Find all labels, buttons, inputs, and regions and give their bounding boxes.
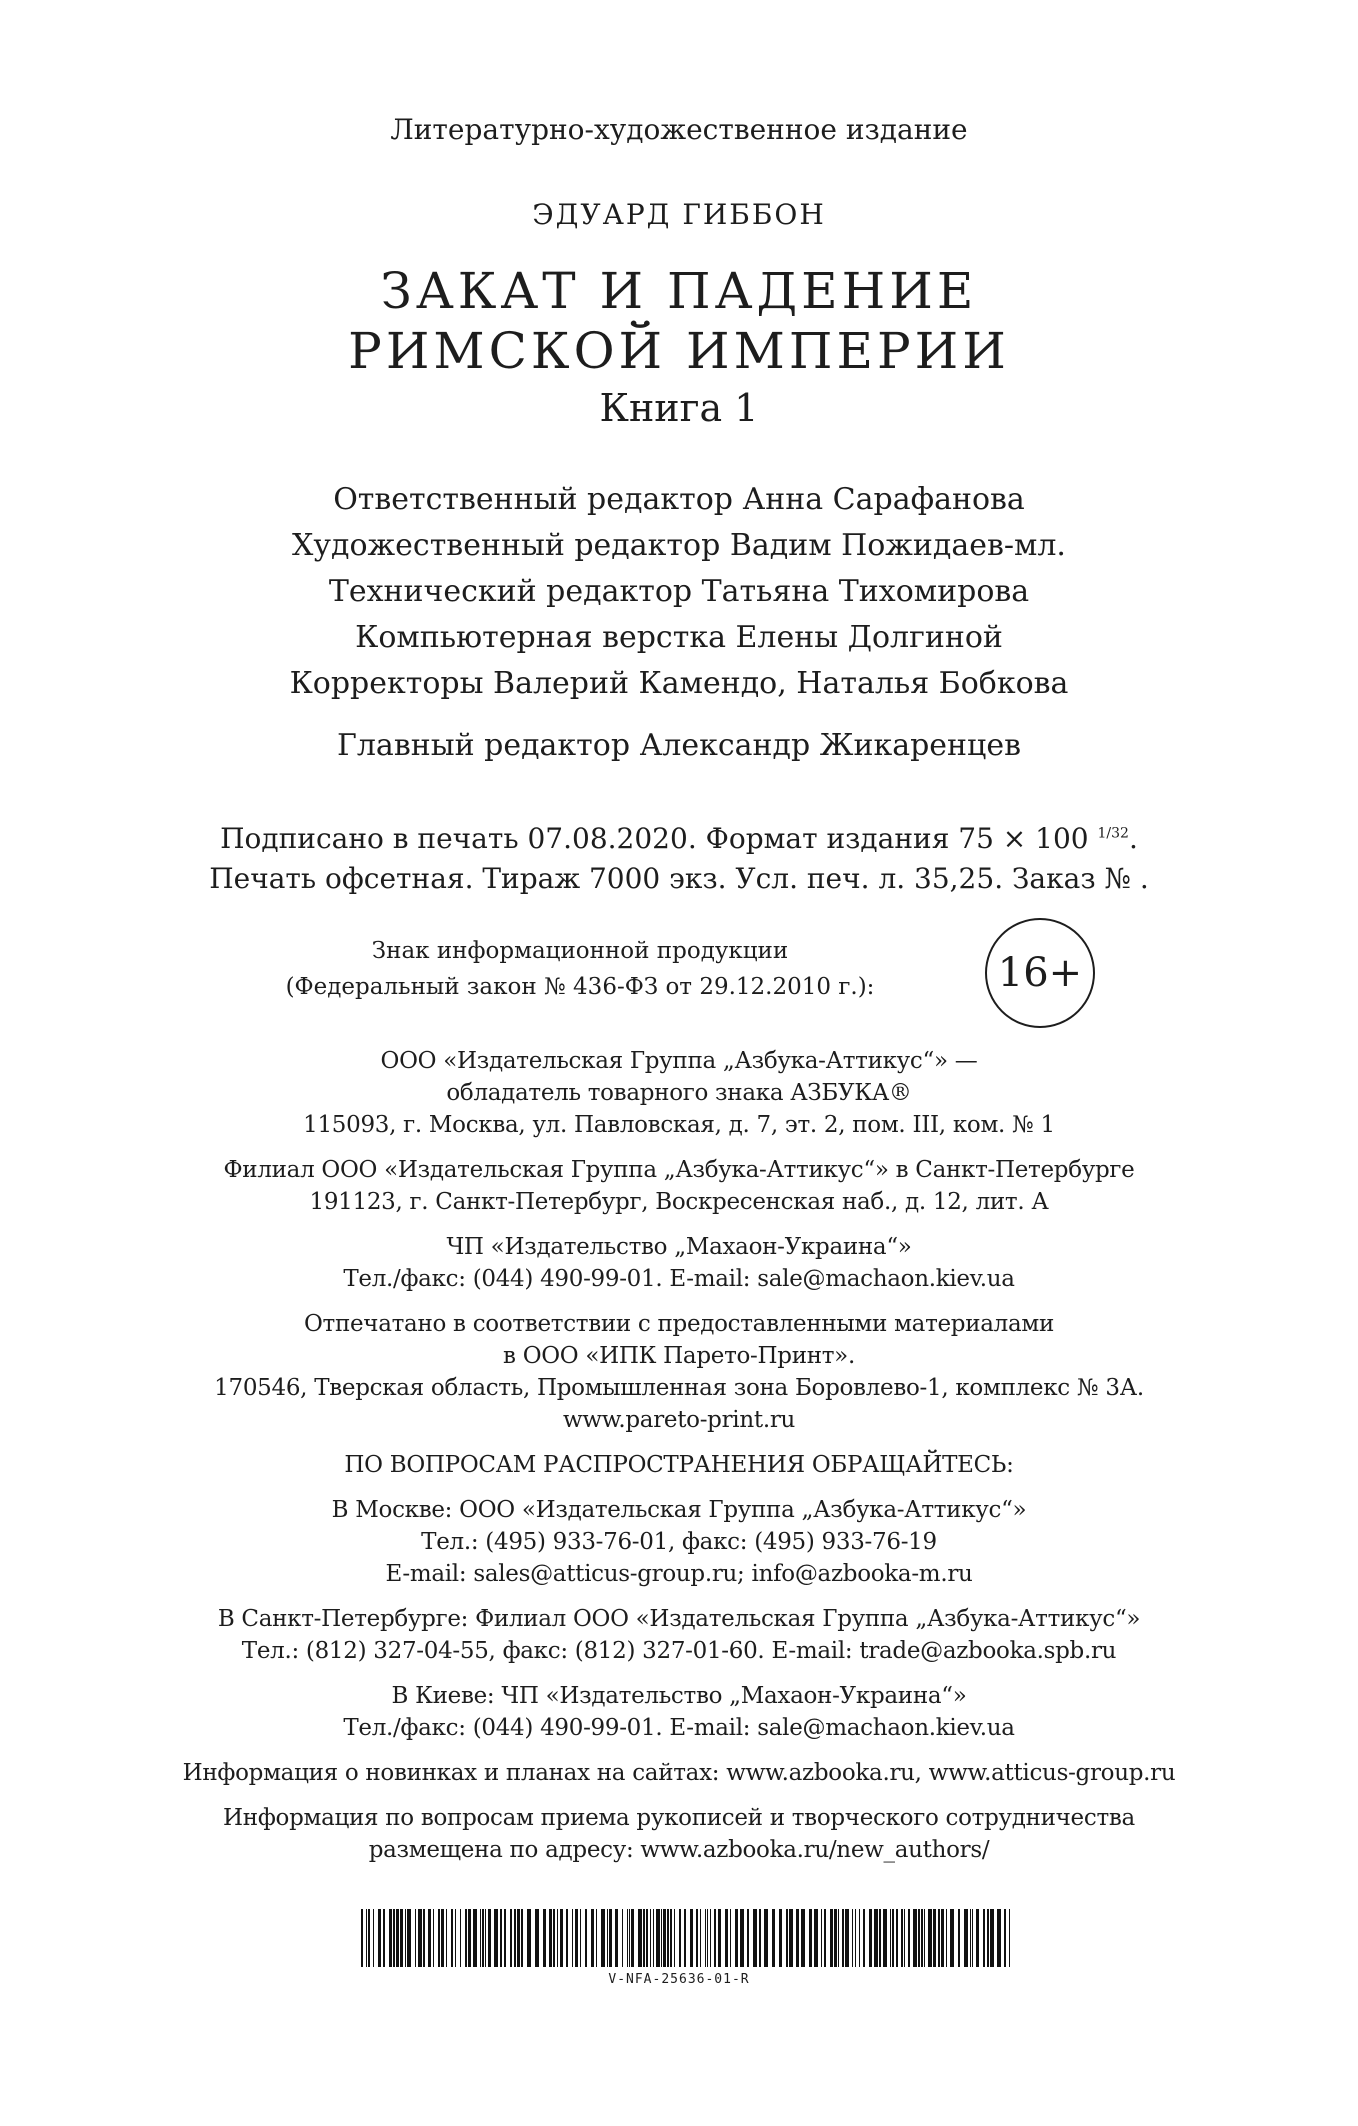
barcode-bar: [451, 1909, 453, 1967]
barcode-bar: [679, 1909, 681, 1967]
barcode-bar: [890, 1909, 891, 1967]
barcode-bar: [629, 1909, 630, 1967]
barcode-bar: [575, 1909, 578, 1967]
barcode-bar: [585, 1909, 587, 1967]
barcode-bar: [428, 1909, 431, 1967]
info-line: Информация по вопросам приема рукописей и творческого сотрудничества: [223, 1805, 1135, 1831]
barcode-bar: [896, 1909, 898, 1967]
barcode-bar: [924, 1909, 925, 1967]
barcode-bar: [1009, 1909, 1010, 1967]
barcode-bar: [834, 1909, 837, 1967]
barcode-bar: [615, 1909, 618, 1967]
barcode-bar: [572, 1909, 573, 1967]
barcode-image: [361, 1909, 1013, 1967]
staff-proofreaders: Корректоры Валерий Камендо, Наталья Бобкова: [289, 666, 1069, 701]
barcode-bar: [504, 1909, 506, 1967]
barcode-bar: [718, 1909, 721, 1967]
barcode-bar: [407, 1909, 411, 1967]
barcode-bar: [976, 1909, 979, 1967]
barcode-bar: [535, 1909, 539, 1967]
barcode-bar: [814, 1909, 818, 1967]
barcode-bar: [796, 1909, 799, 1967]
distribution-line: E-mail: sales@atticus-group.ru; info@azbooka-m.ru: [385, 1561, 973, 1587]
barcode-bar: [938, 1909, 940, 1967]
barcode-bar: [809, 1909, 812, 1967]
barcode-bar: [970, 1909, 971, 1967]
barcode-bar: [517, 1909, 520, 1967]
barcode-bar: [990, 1909, 994, 1967]
barcode-bar: [753, 1909, 757, 1967]
barcode-bar: [684, 1909, 686, 1967]
barcode-bar: [892, 1909, 894, 1967]
imprint-signed-text: Подписано в печать 07.08.2020. Формат издания 75 × 100: [220, 822, 1089, 855]
barcode-bar: [580, 1909, 581, 1967]
publisher-line: 191123, г. Санкт-Петербург, Воскресенская наб., д. 12, лит. А: [309, 1189, 1049, 1215]
barcode-bar: [596, 1909, 597, 1967]
publisher-line: Тел./факс: (044) 490-99-01. E-mail: sale@machaon.kiev.ua: [343, 1266, 1015, 1292]
distribution-line: Тел./факс: (044) 490-99-01. E-mail: sale@machaon.kiev.ua: [343, 1715, 1015, 1741]
barcode-bar: [821, 1909, 822, 1967]
info-line: размещена по адресу: www.azbooka.ru/new_authors/: [368, 1837, 990, 1863]
publisher-line: ООО «Издательская Группа „Азбука-Аттикус“» —: [380, 1048, 978, 1074]
barcode-bar: [373, 1909, 374, 1967]
staff-tech-editor: Технический редактор Татьяна Тихомирова: [328, 574, 1030, 609]
barcode-bar: [772, 1909, 775, 1967]
barcode-bar: [710, 1909, 711, 1967]
barcode-bar: [941, 1909, 944, 1967]
barcode-bar: [609, 1909, 612, 1967]
barcode-bar: [366, 1909, 367, 1967]
barcode-bar: [747, 1909, 749, 1967]
edition-type: Литературно-художественное издание: [390, 113, 968, 146]
barcode-bar: [663, 1909, 666, 1967]
age-rating-badge: 16+: [985, 918, 1095, 1028]
barcode-bar: [653, 1909, 654, 1967]
barcode-bar: [601, 1909, 605, 1967]
barcode-bar: [423, 1909, 425, 1967]
distribution-line: Тел.: (812) 327-04-55, факс: (812) 327-01-60. E-mail: trade@azbooka.spb.ru: [241, 1638, 1117, 1664]
barcode-bar: [455, 1909, 456, 1967]
barcode-bar: [983, 1909, 985, 1967]
printer-line: Отпечатано в соответствии с предоставленными материалами: [303, 1311, 1055, 1337]
printer-line: в ООО «ИПК Парето-Принт».: [503, 1343, 855, 1369]
barcode-bar: [488, 1909, 491, 1967]
staff-layout: Компьютерная верстка Елены Долгиной: [355, 620, 1003, 655]
barcode-bar: [852, 1909, 853, 1967]
barcode-bar: [690, 1909, 693, 1967]
barcode-bar: [661, 1909, 662, 1967]
distribution-heading: ПО ВОПРОСАМ РАСПРОСТРАНЕНИЯ ОБРАЩАЙТЕСЬ:: [344, 1452, 1014, 1478]
barcode-bar: [361, 1909, 363, 1967]
barcode-bar: [460, 1909, 461, 1967]
book-title-line2: РИМСКОЙ ИМПЕРИИ: [348, 322, 1010, 380]
barcode-bar: [740, 1909, 744, 1967]
barcode-bar: [950, 1909, 954, 1967]
imprint-signed: [0, 822, 1358, 855]
barcode-bar: [482, 1909, 484, 1967]
barcode-bar: [510, 1909, 512, 1967]
barcode-bar: [700, 1909, 701, 1967]
barcode-bar: [786, 1909, 788, 1967]
barcode-bar: [557, 1909, 558, 1967]
barcode-bar: [438, 1909, 440, 1967]
barcode-bar: [933, 1909, 936, 1967]
barcode-bar: [622, 1909, 623, 1967]
barcode-bar: [396, 1909, 399, 1967]
printer-line: www.pareto-print.ru: [562, 1407, 796, 1433]
barcode-bar: [707, 1909, 708, 1967]
barcode-bar: [958, 1909, 960, 1967]
barcode-bar: [904, 1909, 905, 1967]
barcode-bar: [928, 1909, 932, 1967]
barcode-bar: [521, 1909, 523, 1967]
imprint-print-details: Печать офсетная. Тираж 7000 экз. Усл. печ. л. 35,25. Заказ № .: [209, 862, 1149, 895]
barcode-bar: [946, 1909, 947, 1967]
barcode-bar: [842, 1909, 844, 1967]
barcode-bar: [674, 1909, 675, 1967]
chief-editor: Главный редактор Александр Жикаренцев: [337, 728, 1021, 763]
barcode-bar: [494, 1909, 498, 1967]
distribution-line: В Москве: ООО «Издательская Группа „Азбука-Аттикус“»: [331, 1497, 1027, 1523]
barcode-bar: [779, 1909, 782, 1967]
barcode-bar: [1004, 1909, 1006, 1967]
barcode-bar: [549, 1909, 552, 1967]
barcode-bar: [650, 1909, 651, 1967]
barcode-bar: [607, 1909, 608, 1967]
barcode-bar: [879, 1909, 881, 1967]
barcode-bar: [566, 1909, 568, 1967]
barcode-bar: [863, 1909, 865, 1967]
barcode-bar: [485, 1909, 486, 1967]
barcode-bar: [646, 1909, 648, 1967]
barcode-bar: [480, 1909, 481, 1967]
barcode-bar: [500, 1909, 502, 1967]
barcode-bar: [670, 1909, 672, 1967]
format-fraction: 1/32: [1097, 825, 1129, 842]
barcode-bar: [759, 1909, 761, 1967]
barcode-bar: [368, 1909, 370, 1967]
imprint-period: .: [1128, 822, 1138, 855]
barcode-bar: [918, 1909, 920, 1967]
barcode-bar: [400, 1909, 403, 1967]
barcode-bar: [418, 1909, 422, 1967]
book-title-line1: ЗАКАТ И ПАДЕНИЕ: [380, 262, 978, 320]
barcode-bar: [656, 1909, 660, 1967]
barcode-bar: [383, 1909, 385, 1967]
barcode-bar: [883, 1909, 887, 1967]
barcode-bar: [638, 1909, 642, 1967]
barcode-bar: [714, 1909, 716, 1967]
barcode-bar: [869, 1909, 872, 1967]
barcode-bar: [405, 1909, 406, 1967]
barcode-bar: [393, 1909, 395, 1967]
barcode-bar: [855, 1909, 856, 1967]
barcode-bar: [415, 1909, 416, 1967]
barcode-code: V-NFA-25636-01-R: [608, 1972, 750, 1987]
barcode-bar: [514, 1909, 516, 1967]
barcode-bar: [972, 1909, 973, 1967]
barcode-bar: [543, 1909, 546, 1967]
barcode-bar: [389, 1909, 392, 1967]
barcode-bar: [789, 1909, 793, 1967]
barcode-bar: [465, 1909, 467, 1967]
age-rating-label-line2: (Федеральный закон № 436-ФЗ от 29.12.2010 г.):: [285, 974, 875, 1000]
barcode-bar: [838, 1909, 839, 1967]
publisher-line: Филиал ООО «Издательская Группа „Азбука-Аттикус“» в Санкт-Петербурге: [223, 1157, 1135, 1183]
barcode-bar: [696, 1909, 698, 1967]
age-rating-label-line1: Знак информационной продукции: [371, 938, 789, 964]
barcode-bar: [921, 1909, 923, 1967]
distribution-line: Тел.: (495) 933-76-01, факс: (495) 933-76-19: [421, 1529, 937, 1555]
staff-responsible-editor: Ответственный редактор Анна Сарафанова: [333, 482, 1025, 517]
barcode-bar: [830, 1909, 833, 1967]
distribution-line: В Санкт-Петербурге: Филиал ООО «Издательская Группа „Азбука-Аттикус“»: [217, 1606, 1141, 1632]
barcode-bar: [631, 1909, 634, 1967]
barcode-bar: [527, 1909, 531, 1967]
barcode-bar: [473, 1909, 477, 1967]
info-line: Информация о новинках и планах на сайтах: www.azbooka.ru, www.atticus-group.ru: [182, 1760, 1176, 1786]
barcode-bar: [845, 1909, 849, 1967]
barcode-bar: [913, 1909, 917, 1967]
barcode-bar: [560, 1909, 563, 1967]
staff-art-editor: Художественный редактор Вадим Пожидаев-мл.: [292, 528, 1066, 563]
barcode-bar: [725, 1909, 728, 1967]
barcode-bar: [901, 1909, 903, 1967]
barcode-bar: [643, 1909, 645, 1967]
barcode-bar: [908, 1909, 910, 1967]
author-name: ЭДУАРД ГИББОН: [532, 198, 826, 231]
barcode-bar: [735, 1909, 738, 1967]
printer-line: 170546, Тверская область, Промышленная зона Боровлево-1, комплекс № 3А.: [214, 1375, 1144, 1401]
barcode-bar: [553, 1909, 555, 1967]
barcode-bar: [824, 1909, 826, 1967]
publisher-line: 115093, г. Москва, ул. Павловская, д. 7, эт. 2, пом. III, ком. № 1: [303, 1112, 1055, 1138]
barcode-bar: [433, 1909, 434, 1967]
barcode-bar: [874, 1909, 878, 1967]
barcode-bar: [997, 1909, 1001, 1967]
barcode-bar: [730, 1909, 731, 1967]
barcode-bar: [468, 1909, 471, 1967]
barcode-bar: [591, 1909, 594, 1967]
book-volume: Книга 1: [599, 386, 759, 430]
barcode-bar: [964, 1909, 968, 1967]
distribution-line: В Киеве: ЧП «Издательство „Махаон-Украина“»: [391, 1683, 967, 1709]
publisher-line: ЧП «Издательство „Махаон-Украина“»: [446, 1234, 912, 1260]
barcode-bar: [441, 1909, 444, 1967]
publisher-line: обладатель товарного знака АЗБУКА®: [446, 1080, 912, 1106]
barcode-bar: [667, 1909, 669, 1967]
barcode-bar: [801, 1909, 805, 1967]
age-rating-label: [220, 933, 940, 1005]
barcode-bar: [764, 1909, 768, 1967]
barcode-bar: [859, 1909, 860, 1967]
barcode-bar: [378, 1909, 381, 1967]
barcode-bar: [987, 1909, 989, 1967]
barcode-bar: [446, 1909, 447, 1967]
barcode-bar: [627, 1909, 628, 1967]
barcode-bar: [705, 1909, 706, 1967]
